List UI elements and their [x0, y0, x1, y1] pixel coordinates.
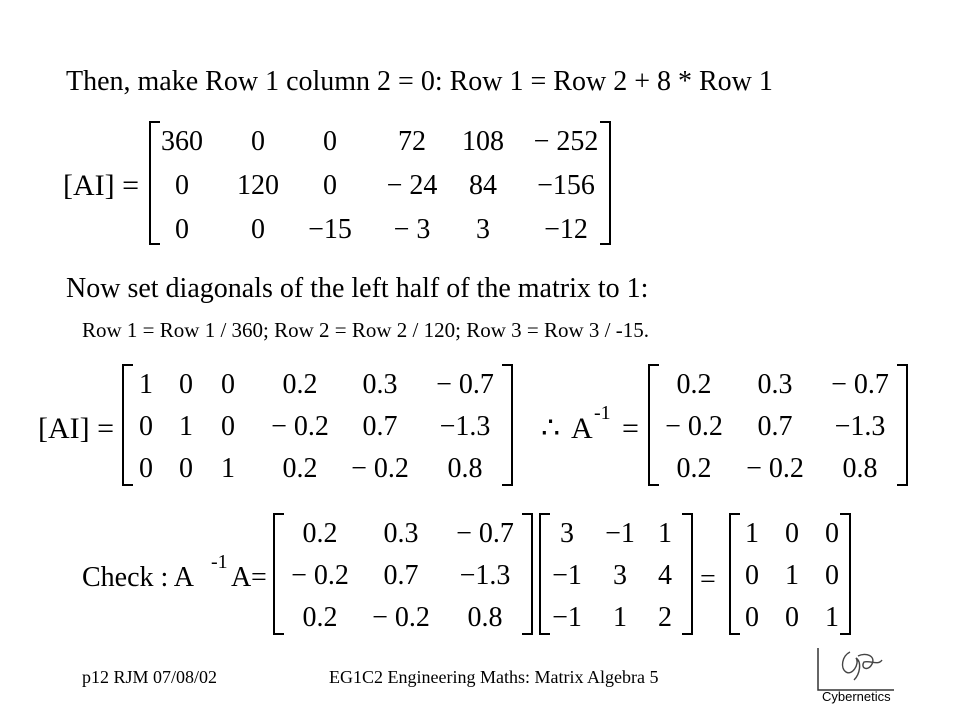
eq1-cell: − 3 — [393, 214, 431, 245]
check-equals-2: = — [700, 564, 716, 595]
eq1-cell: 0 — [175, 170, 189, 201]
footer-left: p12 RJM 07/08/02 — [82, 667, 218, 687]
inverse-cell: − 0.2 — [372, 602, 430, 633]
eq2-cell: − 0.2 — [351, 453, 409, 484]
inverse-cell: 0.8 — [467, 602, 503, 633]
heading-step-row1: Then, make Row 1 column 2 = 0: Row 1 = Row 2 + 8 * Row 1 — [66, 66, 773, 97]
heading-diagonals: Now set diagonals of the left half of the matrix to 1: — [66, 273, 649, 304]
eq2-cell: 1 — [179, 411, 193, 442]
matrix-a-cell: −1 — [552, 602, 582, 633]
row-operations-line: Row 1 = Row 1 / 360; Row 2 = Row 2 / 120; Row 3 = Row 3 / -15. — [82, 318, 649, 342]
eq2-cell: 1 — [139, 369, 153, 400]
eq1-cell: 0 — [251, 214, 265, 245]
matrix-a-cell: 4 — [658, 560, 672, 591]
inverse-cell: −1.3 — [459, 560, 511, 591]
eq1-cell: − 252 — [533, 126, 599, 157]
cybernetics-logo — [812, 646, 898, 704]
check-a: A — [231, 562, 252, 593]
check-label: Check : A — [82, 562, 194, 593]
inverse-cell: − 0.2 — [291, 560, 349, 591]
eq2-cell: 0.2 — [282, 453, 318, 484]
identity-cell: 0 — [745, 560, 759, 591]
eq1-cell: − 24 — [386, 170, 438, 201]
eq2-cell: 0 — [139, 411, 153, 442]
eq2-cell: 0 — [139, 453, 153, 484]
matrix-a-cell: 3 — [613, 560, 627, 591]
matrix-a-cell: 1 — [613, 602, 627, 633]
check-equals: = — [251, 562, 267, 593]
eq1-cell: 108 — [462, 126, 504, 157]
eq2-cell: 0 — [221, 411, 235, 442]
therefore-symbol: ∴ — [541, 412, 561, 445]
eq1-cell: 360 — [161, 126, 203, 157]
identity-cell: 0 — [785, 602, 799, 633]
matrix-a-cell: 2 — [658, 602, 672, 633]
eq1-cell: 120 — [237, 170, 279, 201]
eq1-cell: 3 — [476, 214, 490, 245]
matrix-a-cell: 3 — [560, 518, 574, 549]
logo-text: Cybernetics — [822, 689, 891, 704]
eq2-cell: 0.7 — [362, 411, 398, 442]
eq2-cell: 0 — [221, 369, 235, 400]
eq3-cell: − 0.2 — [665, 411, 723, 442]
identity-cell: 0 — [745, 602, 759, 633]
identity-cell: 0 — [785, 518, 799, 549]
eq3-a: A — [571, 412, 593, 445]
eq1-cell: 72 — [398, 126, 426, 157]
eq2-cell: 0.3 — [362, 369, 398, 400]
eq2-cell: 1 — [221, 453, 235, 484]
matrix-a-cell: 1 — [658, 518, 672, 549]
identity-cell: 1 — [785, 560, 799, 591]
eq2-cell: 0 — [179, 369, 193, 400]
equation-check — [0, 508, 960, 643]
identity-cell: 0 — [825, 560, 839, 591]
inverse-cell: − 0.7 — [456, 518, 514, 549]
eq1-cell: 0 — [175, 214, 189, 245]
eq3-cell: − 0.2 — [746, 453, 804, 484]
eq3-cell: 0.2 — [676, 453, 712, 484]
eq1-cell: 0 — [323, 170, 337, 201]
matrix-a-cell: −1 — [552, 560, 582, 591]
eq1-cell: −15 — [308, 214, 352, 245]
eq3-cell: 0.7 — [757, 411, 793, 442]
identity-cell: 1 — [745, 518, 759, 549]
matrix-a-cell: −1 — [605, 518, 635, 549]
identity-cell: 1 — [825, 602, 839, 633]
eq1-cell: −156 — [537, 170, 595, 201]
eq2-cell: − 0.7 — [436, 369, 494, 400]
eq3-cell: − 0.7 — [831, 369, 889, 400]
eq2-cell: 0.8 — [447, 453, 483, 484]
inverse-cell: 0.3 — [383, 518, 419, 549]
eq3-equals: = — [622, 412, 639, 445]
eq3-cell: 0.3 — [757, 369, 793, 400]
eq2-cell: 0 — [179, 453, 193, 484]
eq2-cell: − 0.2 — [271, 411, 329, 442]
inverse-cell: 0.7 — [383, 560, 419, 591]
inverse-cell: 0.2 — [302, 518, 338, 549]
eq3-exponent: -1 — [594, 402, 611, 424]
identity-cell: 0 — [825, 518, 839, 549]
eq1-cell: 84 — [469, 170, 497, 201]
eq1-cell: 0 — [323, 126, 337, 157]
eq1-cell: 0 — [251, 126, 265, 157]
eq1-cell: −12 — [544, 214, 588, 245]
eq2-lhs: [AI] = — [38, 412, 115, 445]
eq3-cell: 0.8 — [842, 453, 878, 484]
footer-center: EG1C2 Engineering Maths: Matrix Algebra 5 — [329, 667, 659, 687]
equation-ai-reduced — [0, 355, 960, 495]
equation-ai-step1 — [0, 110, 960, 255]
check-exponent: -1 — [211, 551, 228, 573]
eq3-cell: −1.3 — [834, 411, 886, 442]
eq2-cell: −1.3 — [439, 411, 491, 442]
inverse-cell: 0.2 — [302, 602, 338, 633]
eq2-cell: 0.2 — [282, 369, 318, 400]
eq3-cell: 0.2 — [676, 369, 712, 400]
eq1-lhs: [AI] = — [63, 169, 140, 202]
